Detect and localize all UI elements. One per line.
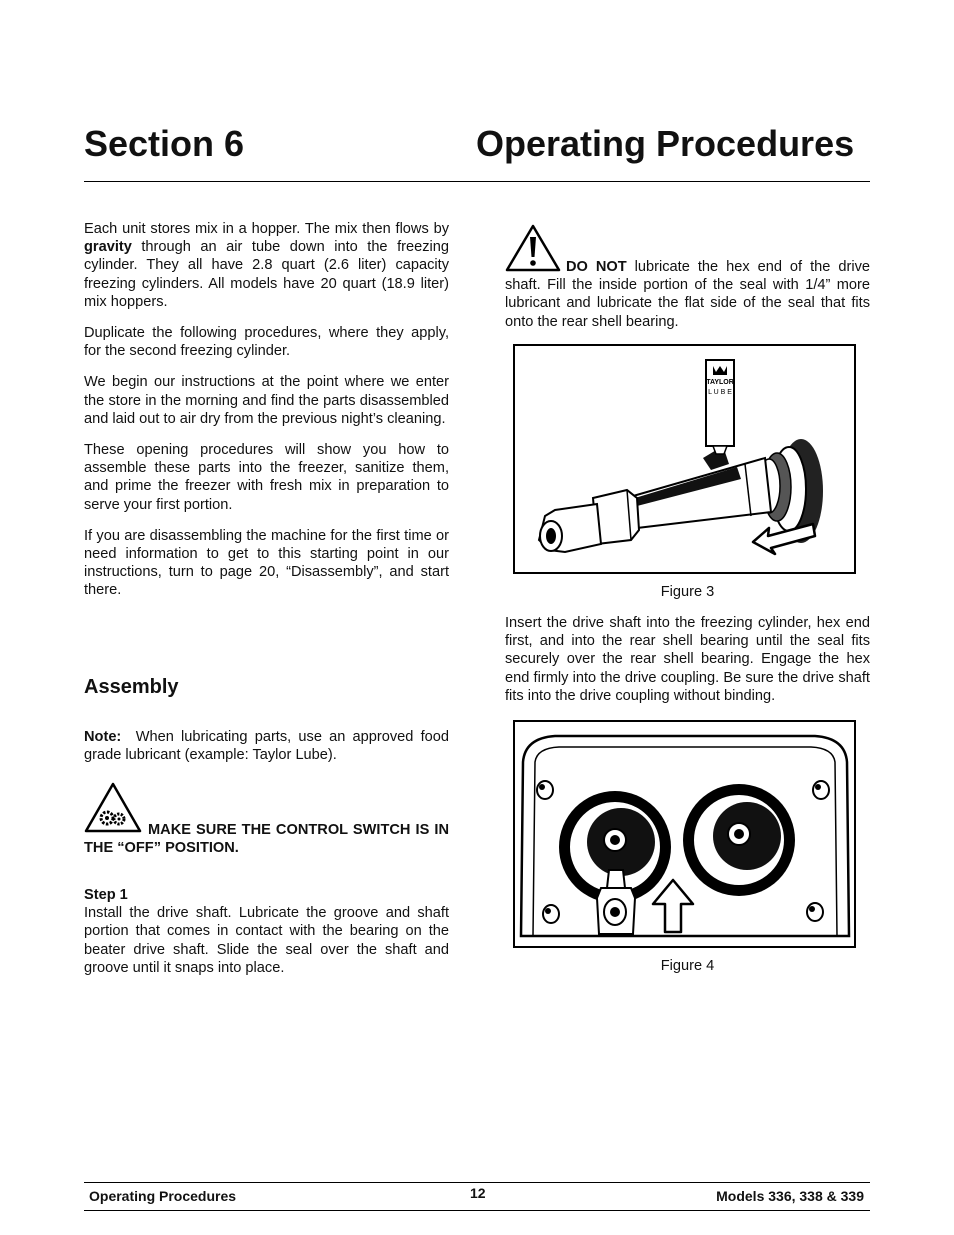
insert-shaft-paragraph: Insert the drive shaft into the freezing cylinder, hex end first, and into the rear shell bearing until the seal fits securely over the rear shell bearing. Engage the hex end firmly into the drive coupling. Be sure the drive shaft fits into the drive coupling without binding. bbox=[505, 615, 870, 704]
footer-section-name: Operating Procedures bbox=[89, 1188, 237, 1204]
lube-tube-icon bbox=[706, 360, 734, 454]
footer-models: Models 336, 338 & 339 bbox=[716, 1188, 864, 1204]
intro-paragraph: Each unit stores mix in a hopper. The mix then flows by gravity through an air tube down into the freezing cylinder. They all have 2.8 quart (2.6 liter) capacity freezing cylinders. All models have 20 quart (18.9 liter) mix hoppers. bbox=[84, 221, 449, 310]
begin-paragraph: We begin our instructions at the point where we enter the store in the morning and find the parts disassembled and laid out to air dry from the previous night’s cleaning. bbox=[84, 374, 449, 427]
header-rule bbox=[84, 181, 870, 182]
note-paragraph: Note: When lubricating parts, use an approved food grade lubricant (example: Taylor Lube). bbox=[84, 729, 449, 764]
step-1-label: Step 1 bbox=[84, 887, 128, 903]
lube-tube-label: L U B E bbox=[708, 389, 732, 396]
step-1-text: Install the drive shaft. Lubricate the groove and shaft portion that comes in contact with the bearing on the beater drive shaft. Slide the seal over the shaft and groove until it snaps into place. bbox=[84, 905, 449, 976]
step-1 bbox=[84, 886, 449, 977]
disassembly-paragraph: If you are disassembling the machine for the first time or need information to get to this starting point in our instructions, turn to page 20, “Disassembly”, and start there. bbox=[84, 527, 449, 599]
drive-shaft-lubrication-illustration bbox=[515, 346, 854, 572]
left-column bbox=[84, 220, 449, 613]
freezer-front-cylinders-illustration bbox=[515, 722, 854, 946]
footer-bottom-rule bbox=[84, 1210, 870, 1211]
page-number: 12 bbox=[470, 1185, 486, 1201]
figure-3-caption: Figure 3 bbox=[660, 584, 715, 600]
footer-top-rule bbox=[84, 1182, 870, 1183]
figure-3 bbox=[513, 344, 856, 574]
control-switch-warning: MAKE SURE THE CONTROL SWITCH IS IN THE “OFF” POSITION. bbox=[84, 822, 449, 856]
assembly-heading: Assembly bbox=[84, 676, 179, 698]
section-title: Operating Procedures bbox=[476, 123, 855, 164]
figure-4-caption: Figure 4 bbox=[660, 958, 715, 974]
section-number: Section 6 bbox=[84, 123, 245, 164]
lube-tube-brand: TAYLOR bbox=[706, 379, 734, 386]
figure-4 bbox=[513, 720, 856, 948]
caution-paragraph: DO NOT lubricate the hex end of the drive shaft. Fill the inside portion of the seal with 1/4” more lubricant and lubricate the flat side of the seal that fits onto the rear shell bearing. bbox=[505, 259, 870, 330]
duplicate-paragraph: Duplicate the following procedures, where they apply, for the second freezing cylinder. bbox=[84, 325, 449, 360]
opening-paragraph: These opening procedures will show you how to assemble these parts into the freezer, sanitize them, and prime the freezer with fresh mix in preparation to serve your first portion. bbox=[84, 442, 449, 513]
